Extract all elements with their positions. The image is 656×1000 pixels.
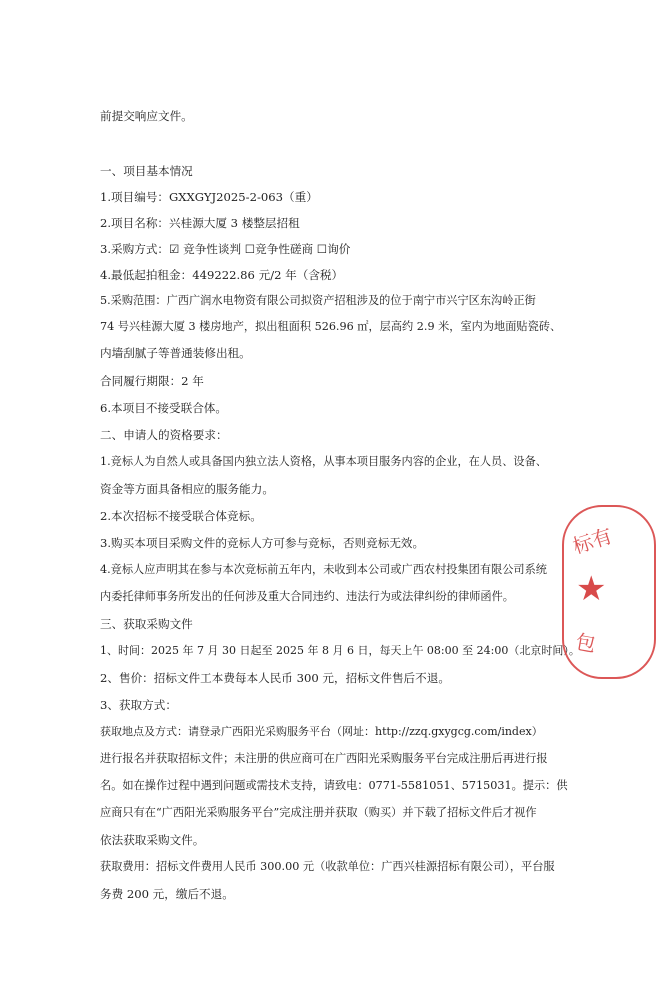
- contract-period: 合同履行期限：2 年: [100, 374, 204, 388]
- project-name: 2.项目名称：兴桂源大厦 3 楼整层招租: [100, 216, 300, 230]
- qualification-4-line-2: 内委托律师事务所发出的任何涉及重大合同违约、违法行为或法律纠纷的律师函件。: [100, 590, 514, 603]
- scope-line-2: 74 号兴桂源大厦 3 楼房地产，拟出租面积 526.96 ㎡，层高约 2.9 米，室内为地面贴瓷砖、: [100, 320, 562, 333]
- place-line-2: 进行报名并获取招标文件；未注册的供应商可在广西阳光采购服务平台完成注册后再进行报: [100, 752, 548, 765]
- qualification-1-line-2: 资金等方面具备相应的服务能力。: [100, 482, 274, 496]
- section1-heading: 一、项目基本情况: [100, 164, 193, 178]
- acquisition-method: 3、获取方式：: [100, 698, 177, 712]
- project-number: 1.项目编号：GXXGYJ2025-2-063（重）: [100, 190, 318, 204]
- place-line-1: 获取地点及方式：请登录广西阳光采购服务平台（网址：http://zzq.gxygcg.com/index）: [100, 725, 543, 738]
- seal-text-bottom: 包: [573, 629, 598, 657]
- section2-heading: 二、申请人的资格要求：: [100, 428, 228, 442]
- acquisition-time: 1、时间：2025 年 7 月 30 日起至 2025 年 8 月 6 日，每天上午 08:00 至 24:00（北京时间）。: [100, 644, 580, 657]
- section3-heading: 三、获取采购文件: [100, 617, 193, 631]
- place-line-5: 依法获取采购文件。: [100, 833, 205, 847]
- procurement-method: 3.采购方式：☑ 竞争性谈判 ☐竞争性磋商 ☐询价: [100, 242, 351, 256]
- acquisition-price: 2、售价：招标文件工本费每本人民币 300 元，招标文件售后不退。: [100, 671, 450, 685]
- seal-text-top: 标有: [569, 523, 616, 559]
- scope-line-3: 内墙刮腻子等普通装修出租。: [100, 346, 251, 360]
- no-consortium: 6.本项目不接受联合体。: [100, 401, 227, 415]
- place-line-4: 应商只有在“广西阳光采购服务平台”完成注册并获取（购买）并下载了招标文件后才视作: [100, 806, 537, 819]
- qualification-1-line-1: 1.竞标人为自然人或具备国内独立法人资格，从事本项目服务内容的企业，在人员、设备、: [100, 455, 547, 468]
- company-seal: [562, 505, 656, 679]
- fee-line-1: 获取费用：招标文件费用人民币 300.00 元（收款单位：广西兴桂源招标有限公司），平台服: [100, 860, 555, 873]
- place-line-3: 名。如在操作过程中遇到问题或需技术支持，请致电：0771-5581051、5715031。提示：供: [100, 779, 568, 792]
- minimum-rent: 4.最低起拍租金：449222.86 元/2 年（含税）: [100, 268, 344, 282]
- seal-star-icon: ★: [576, 569, 607, 609]
- qualification-4-line-1: 4.竞标人应声明其在参与本次竞标前五年内，未收到本公司或广西农村投集团有限公司系统: [100, 563, 547, 576]
- scope-line-1: 5.采购范围：广西广润水电物资有限公司拟资产招租涉及的位于南宁市兴宁区东沟岭正街: [100, 294, 536, 307]
- qualification-2: 2.本次招标不接受联合体竞标。: [100, 509, 262, 523]
- fee-line-2: 务费 200 元，缴后不退。: [100, 887, 234, 901]
- qualification-3: 3.购买本项目采购文件的竞标人方可参与竞标，否则竞标无效。: [100, 536, 425, 550]
- intro-text: 前提交响应文件。: [100, 109, 193, 123]
